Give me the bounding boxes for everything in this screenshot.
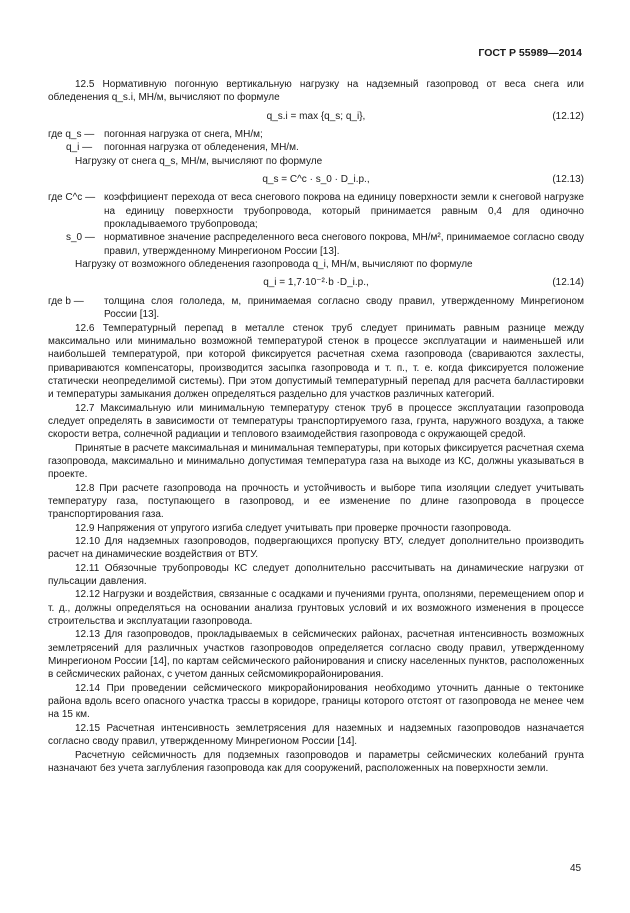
formula-number: (12.13) xyxy=(552,174,584,186)
para-12-9: 12.9 Напряжения от упругого изгиба следует учитывать при проверке прочности газопровода. xyxy=(75,522,512,534)
para-12-8: 12.8 При расчете газопровода на прочность и устойчивость и выборе типа изоляции следует учитывать температуру газа, поступающего в газопровод, и ее изменение по длине газопровода в процессе транспортирования газа. xyxy=(48,482,584,521)
where-block-qs xyxy=(48,128,584,141)
para-12-15: 12.15 Расчетная интенсивность землетрясения для наземных и надземных газопроводов назначается согласно своду правил, утвержденному Минрегионом России [14]. xyxy=(48,722,584,748)
snow-intro: Нагрузку от снега q_s, МН/м, вычисляют по формуле xyxy=(75,155,323,167)
where-label: q_i — xyxy=(66,142,93,154)
where-text: нормативное значение распределенного веса снегового покрова, МН/м², принимаемое согласно своду правил, утвержденному Минрегионом России [13]. xyxy=(104,232,584,257)
para-12-12: 12.12 Нагрузки и воздействия, связанные с осадками и пучениями грунта, оползнями, перемещением опор и т. д., должны определяться на основании анализа грунтовых условий и их возможного изменения в процессе строительства и эксплуатации газопровода. xyxy=(48,589,584,628)
formula-12-14 xyxy=(48,276,584,289)
para-12-6: 12.6 Температурный перепад в металле стенок труб следует принимать равным разнице между максимально или минимально возможной температурой стенок в процессе эксплуатации и наименьшей или наибольшей температурой, при которой фиксируется расчетная схема газопровода (свариваются захлесты, привариваются компенсаторы, производится засыпка газопровода и т. п., т. е. когда фиксируется положение статически неопределимой системы). При этом допустимый температурный перепад для расчета балластировки и температуры замыкания должен определяться раздельно для участков различных категорий. xyxy=(48,322,584,401)
where-text: погонная нагрузка от снега, МН/м; xyxy=(104,129,263,141)
where-text: коэффициент перехода от веса снегового покрова на единицу поверхности земли к снеговой нагрузке на единицу поверхности трубопровода, который принимается равным 0,4 для одиночно прокладываемого трубопровода; xyxy=(104,192,584,231)
formula-12-12 xyxy=(48,110,584,123)
formula-12-13 xyxy=(48,173,584,186)
formula-expression: q_s.i = max {q_s; q_i}, xyxy=(266,110,366,122)
where-label: где C^c — xyxy=(48,192,96,204)
formula-number: (12.12) xyxy=(552,110,584,122)
para-12-13: 12.13 Для газопроводов, прокладываемых в сейсмических районах, расчетная интенсивность возможных землетрясений для различных участков газопроводов определяется согласно своду правил, утвержденному Минрегионом России [14], по картам сейсмического районирования и списку населенных пунктов, расположенных в сейсмических районах, с учетом данных сейсмомикрорайонирования. xyxy=(48,629,584,681)
formula-expression: q_i = 1,7·10⁻²·b ·D_i.p., xyxy=(263,277,369,289)
where-label: где q_s — xyxy=(48,129,95,141)
para-12-15-b: Расчетную сейсмичность для подземных газопроводов и параметры сейсмических колебаний грунта назначают без учета заглубления газопровода как для сооружений, расположенных на поверхности земли. xyxy=(48,749,584,774)
where-block-b xyxy=(48,295,584,322)
para-12-14: 12.14 При проведении сейсмического микрорайонирования необходимо уточнить данные о тектонике района вдоль всего опасного участка трассы в коридоре, границы которого отстоят от газопровода не менее чем на 15 км. xyxy=(48,682,584,721)
para-12-5: 12.5 Нормативную погонную вертикальную нагрузку на надземный газопровод от веса снега или обледенения q_s.i, МН/м, вычисляют по формуле xyxy=(48,79,584,104)
body-text xyxy=(48,78,584,775)
para-12-7-b: Принятые в расчете максимальная и минимальная температуры, при которых фиксируется расчетная схема газопровода, максимально и минимально допустимая температура газа на выходе из КС, должны указываться в проекте. xyxy=(48,442,584,481)
para-12-7: 12.7 Максимальную или минимальную температуру стенок труб в процессе эксплуатации газопровода следует определять в зависимости от температуры транспортируемого газа, грунта, наружного воздуха, а также скорости ветра, солнечной радиации и теплового взаимодействия газопровода с окружающей средой. xyxy=(48,402,584,441)
where-block-s0 xyxy=(48,231,584,258)
where-label: где b — xyxy=(48,295,84,307)
page-number: 45 xyxy=(570,863,582,874)
where-text: погонная нагрузка от обледенения, МН/м. xyxy=(104,142,299,154)
formula-expression: q_s = C^c · s_0 · D_i.p., xyxy=(262,174,370,186)
where-text: толщина слоя гололеда, м, принимаемая согласно своду правил, утвержденному Минрегионом России [13]. xyxy=(104,295,584,321)
where-label: s_0 — xyxy=(66,232,95,244)
para-12-11: 12.11 Обязочные трубопроводы КС следует дополнительно рассчитывать на динамические нагрузки от пульсации давления. xyxy=(48,562,584,588)
para-12-10: 12.10 Для надземных газопроводов, подвергающихся пропуску ВТУ, следует дополнительно производить расчет на динамические воздействия от ВТУ. xyxy=(48,536,584,561)
document-code: ГОСТ Р 55989—2014 xyxy=(478,47,582,59)
ice-intro: Нагрузку от возможного обледенения газопровода q_i, МН/м, вычисляют по формуле xyxy=(75,259,473,271)
where-block-cc xyxy=(48,191,584,231)
where-block-qi xyxy=(48,141,584,154)
formula-number: (12.14) xyxy=(552,277,584,289)
